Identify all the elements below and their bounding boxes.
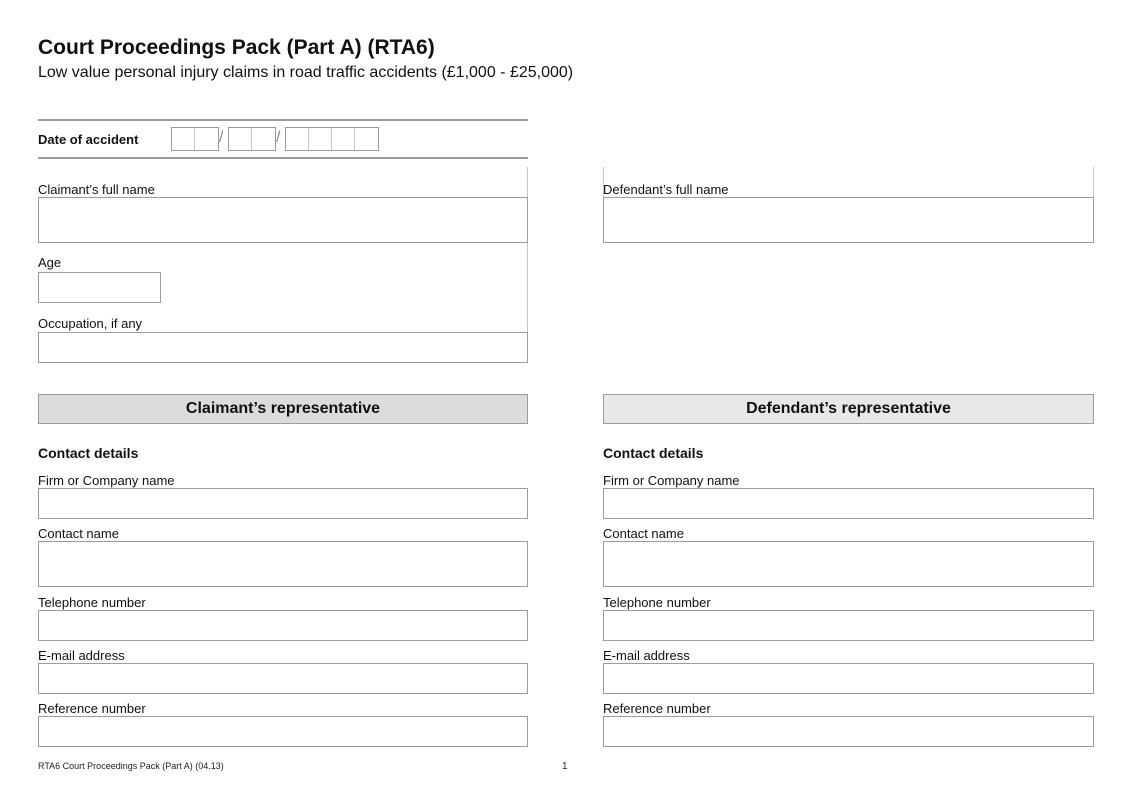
form-title: Court Proceedings Pack (Part A) (RTA6)	[38, 36, 435, 59]
defendant-rep-email-input[interactable]	[604, 664, 1093, 693]
claimant-rep-contact-label: Contact name	[38, 526, 119, 541]
date-year-digit-2[interactable]	[309, 128, 332, 150]
defendant-rep-email-label: E-mail address	[603, 648, 690, 663]
defendant-rep-firm-field[interactable]	[603, 488, 1094, 519]
defendant-full-name-label: Defendant’s full name	[603, 182, 729, 197]
date-year-digit-1[interactable]	[286, 128, 309, 150]
date-of-accident-label: Date of accident	[38, 132, 139, 147]
claimant-rep-email-field[interactable]	[38, 663, 528, 694]
claimant-occupation-label: Occupation, if any	[38, 316, 143, 331]
claimant-rep-firm-input[interactable]	[39, 489, 527, 518]
claimant-age-input[interactable]	[39, 273, 160, 302]
defendant-rep-email-field[interactable]	[603, 663, 1094, 694]
defendant-rep-reference-field[interactable]	[603, 716, 1094, 747]
claimant-rep-email-input[interactable]	[39, 664, 527, 693]
claimant-rep-phone-label: Telephone number	[38, 595, 146, 610]
date-year-field[interactable]	[285, 127, 379, 151]
claimant-rep-firm-field[interactable]	[38, 488, 528, 519]
date-month-digit-1[interactable]	[229, 128, 252, 150]
claimant-full-name-input[interactable]	[39, 198, 527, 242]
date-month-field[interactable]	[228, 127, 276, 151]
claimant-occupation-field[interactable]	[38, 332, 528, 363]
date-month-digit-2[interactable]	[252, 128, 275, 150]
defendant-rep-contact-field[interactable]	[603, 541, 1094, 587]
defendant-full-name-field[interactable]	[603, 197, 1094, 243]
divider-top	[38, 119, 528, 121]
claimant-rep-contact-input[interactable]	[39, 542, 527, 586]
date-year-digit-4[interactable]	[355, 128, 378, 150]
defendant-rep-firm-input[interactable]	[604, 489, 1093, 518]
date-separator: /	[276, 129, 281, 146]
defendant-rep-reference-input[interactable]	[604, 717, 1093, 746]
divider-after-date	[38, 157, 528, 159]
defendant-rep-firm-label: Firm or Company name	[603, 473, 740, 488]
defendant-representative-header: Defendant’s representative	[603, 394, 1094, 424]
defendant-rep-contact-input[interactable]	[604, 542, 1093, 586]
defendant-rep-phone-label: Telephone number	[603, 595, 711, 610]
claimant-rep-reference-input[interactable]	[39, 717, 527, 746]
date-separator: /	[219, 129, 224, 146]
claimant-full-name-field[interactable]	[38, 197, 528, 243]
defendant-full-name-input[interactable]	[604, 198, 1093, 242]
form-subtitle: Low value personal injury claims in road traffic accidents (£1,000 - £25,000)	[38, 64, 574, 81]
claimant-age-field[interactable]	[38, 272, 161, 303]
claimant-rep-phone-field[interactable]	[38, 610, 528, 641]
defendant-rep-reference-label: Reference number	[603, 701, 711, 716]
date-year-digit-3[interactable]	[332, 128, 355, 150]
date-day-digit-1[interactable]	[172, 128, 195, 150]
date-day-digit-2[interactable]	[195, 128, 218, 150]
defendant-box-edge-right	[1093, 167, 1094, 198]
claimant-contact-details-heading: Contact details	[38, 445, 139, 461]
defendant-rep-phone-field[interactable]	[603, 610, 1094, 641]
defendant-contact-details-heading: Contact details	[603, 445, 704, 461]
claimant-rep-reference-field[interactable]	[38, 716, 528, 747]
defendant-rep-contact-label: Contact name	[603, 526, 684, 541]
claimant-rep-reference-label: Reference number	[38, 701, 146, 716]
claimant-rep-email-label: E-mail address	[38, 648, 125, 663]
footer-form-reference: RTA6 Court Proceedings Pack (Part A) (04.13)	[38, 761, 224, 771]
claimant-rep-contact-field[interactable]	[38, 541, 528, 587]
claimant-occupation-input[interactable]	[39, 333, 527, 362]
date-day-field[interactable]	[171, 127, 219, 151]
page-number: 1	[562, 761, 568, 772]
claimant-age-label: Age	[38, 255, 62, 270]
claimant-representative-header: Claimant’s representative	[38, 394, 528, 424]
claimant-rep-phone-input[interactable]	[39, 611, 527, 640]
claimant-rep-firm-label: Firm or Company name	[38, 473, 175, 488]
claimant-full-name-label: Claimant’s full name	[38, 182, 155, 197]
defendant-rep-phone-input[interactable]	[604, 611, 1093, 640]
